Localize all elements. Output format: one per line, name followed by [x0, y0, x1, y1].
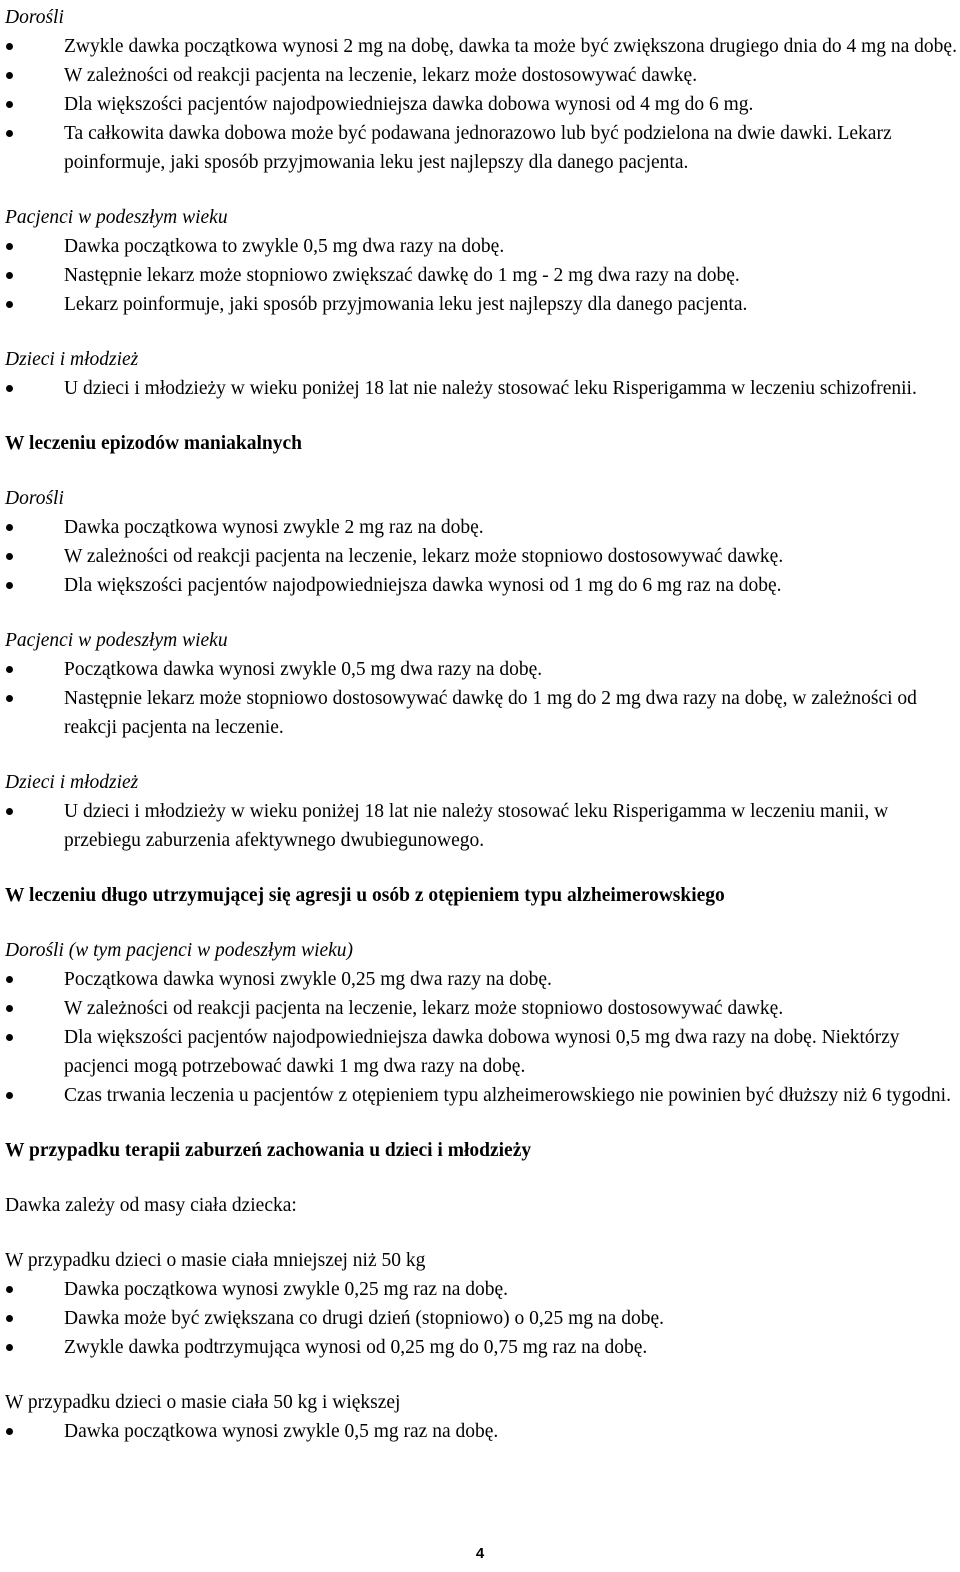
list-item: Zwykle dawka początkowa wynosi 2 mg na dobę, dawka ta może być zwiększona drugiego dnia do 4 mg na dobę.	[5, 32, 960, 61]
list-item: Dawka początkowa to zwykle 0,5 mg dwa razy na dobę.	[5, 232, 960, 261]
bullet-list	[5, 797, 960, 855]
bullet-list	[5, 513, 960, 600]
list-item: W zależności od reakcji pacjenta na leczenie, lekarz może stopniowo dostosowywać dawkę.	[5, 542, 960, 571]
group-label-elderly: Pacjenci w podeszłym wieku	[5, 630, 228, 651]
bullet-list	[5, 374, 960, 403]
list-item: Zwykle dawka podtrzymująca wynosi od 0,25 mg do 0,75 mg raz na dobę.	[5, 1333, 960, 1362]
list-item: Dla większości pacjentów najodpowiedniejsza dawka dobowa wynosi od 4 mg do 6 mg.	[5, 90, 960, 119]
list-item: Początkowa dawka wynosi zwykle 0,25 mg dwa razy na dobę.	[5, 965, 960, 994]
list-item: Dawka początkowa wynosi zwykle 0,5 mg raz na dobę.	[5, 1417, 960, 1446]
bullet-list	[5, 655, 960, 742]
document-body	[5, 3, 960, 1446]
section-heading-conduct-disorders: W przypadku terapii zaburzeń zachowania u dzieci i młodzieży	[5, 1140, 532, 1161]
list-item: Czas trwania leczenia u pacjentów z otępieniem typu alzheimerowskiego nie powinien być dłuższy niż 6 tygodni.	[5, 1081, 960, 1110]
list-item: W zależności od reakcji pacjenta na leczenie, lekarz może dostosowywać dawkę.	[5, 61, 960, 90]
list-item: W zależności od reakcji pacjenta na leczenie, lekarz może stopniowo dostosowywać dawkę.	[5, 994, 960, 1023]
bullet-list	[5, 32, 960, 177]
section-intro: Dawka zależy od masy ciała dziecka:	[5, 1195, 297, 1216]
list-item: Dawka początkowa wynosi zwykle 0,25 mg raz na dobę.	[5, 1275, 960, 1304]
section-heading-manic: W leczeniu epizodów maniakalnych	[5, 433, 303, 454]
page-number: 4	[475, 1545, 485, 1562]
list-item: Następnie lekarz może stopniowo zwiększać dawkę do 1 mg - 2 mg dwa razy na dobę.	[5, 261, 960, 290]
list-item: Dawka początkowa wynosi zwykle 2 mg raz na dobę.	[5, 513, 960, 542]
group-label-adults-incl-elderly: Dorośli (w tym pacjenci w podeszłym wieku)	[5, 940, 354, 961]
list-item: Dla większości pacjentów najodpowiedniejsza dawka wynosi od 1 mg do 6 mg raz na dobę.	[5, 571, 960, 600]
bullet-list	[5, 965, 960, 1110]
group-label-children: Dzieci i młodzież	[5, 349, 139, 370]
list-item: U dzieci i młodzieży w wieku poniżej 18 lat nie należy stosować leku Risperigamma w leczeniu schizofrenii.	[5, 374, 960, 403]
bullet-list	[5, 232, 960, 319]
bullet-list	[5, 1417, 960, 1446]
group-label-under-50kg: W przypadku dzieci o masie ciała mniejszej niż 50 kg	[5, 1250, 426, 1271]
list-item: Dla większości pacjentów najodpowiedniejsza dawka dobowa wynosi 0,5 mg dwa razy na dobę. Niektórzy pacjenci mogą potrzebować dawki 1 mg dwa razy na dobę.	[5, 1023, 960, 1081]
list-item: Początkowa dawka wynosi zwykle 0,5 mg dwa razy na dobę.	[5, 655, 960, 684]
section-heading-alzheimer: W leczeniu długo utrzymującej się agresji u osób z otępieniem typu alzheimerowskiego	[5, 885, 725, 906]
list-item: Następnie lekarz może stopniowo dostosowywać dawkę do 1 mg do 2 mg dwa razy na dobę, w zależności od reakcji pacjenta na leczenie.	[5, 684, 960, 742]
group-label-children: Dzieci i młodzież	[5, 772, 139, 793]
group-label-50kg-and-more: W przypadku dzieci o masie ciała 50 kg i większej	[5, 1392, 401, 1413]
group-label-adults: Dorośli	[5, 488, 64, 509]
group-label-adults: Dorośli	[5, 7, 64, 28]
group-label-elderly: Pacjenci w podeszłym wieku	[5, 207, 228, 228]
list-item: Ta całkowita dawka dobowa może być podawana jednorazowo lub być podzielona na dwie dawki. Lekarz poinformuje, jaki sposób przyjmowania leku jest najlepszy dla danego pacjenta.	[5, 119, 960, 177]
bullet-list	[5, 1275, 960, 1362]
list-item: Dawka może być zwiększana co drugi dzień (stopniowo) o 0,25 mg na dobę.	[5, 1304, 960, 1333]
list-item: Lekarz poinformuje, jaki sposób przyjmowania leku jest najlepszy dla danego pacjenta.	[5, 290, 960, 319]
list-item: U dzieci i młodzieży w wieku poniżej 18 lat nie należy stosować leku Risperigamma w leczeniu manii, w przebiegu zaburzenia afektywnego dwubiegunowego.	[5, 797, 960, 855]
